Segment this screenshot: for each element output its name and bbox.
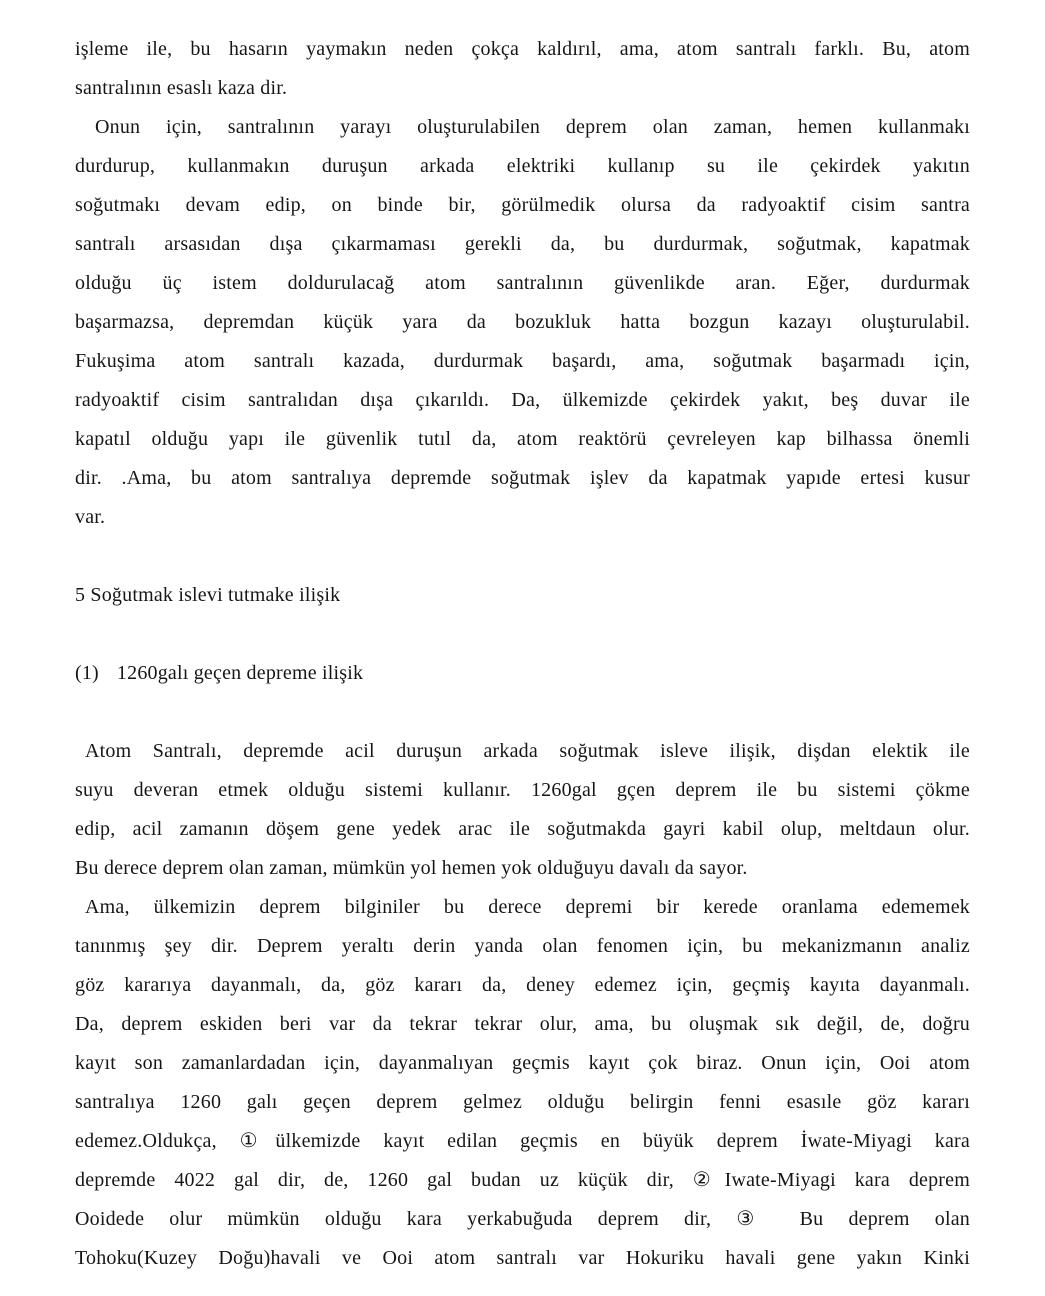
text-line: depremde 4022 gal dir, de, 1260 gal budan uz küçük dir, ②Iwate-Miyagi kara deprem [75, 1169, 970, 1191]
text-line: Onun için, santralının yarayı oluşturulabilen deprem olan zaman, hemen kullanmakı [95, 116, 970, 138]
subsection-title: 1260galı geçen depreme ilişik [116, 662, 364, 684]
text-line: durdurup, kullanmakın duruşun arkada elektriki kullanıp su ile çekirdek yakıtın [75, 155, 970, 177]
text-line: santralıya 1260 galı geçen deprem gelmez olduğu belirgin fenni esasıle göz kararı [75, 1091, 970, 1113]
text-line: işleme ile, bu hasarın yaymakın neden çokça kaldırıl, ama, atom santralı farklı. Bu, atom [75, 38, 970, 60]
text-line: soğutmakı devam edip, on binde bir, görülmedik olursa da radyoaktif cisim santra [75, 194, 970, 216]
document-content [75, 30, 970, 1278]
blank-line [75, 693, 970, 732]
text-line: Fukuşima atom santralı kazada, durdurmak başardı, ama, soğutmak başarmadı için, [75, 350, 970, 372]
text-line: santralının esaslı kaza dir. [75, 77, 288, 99]
text-line: dir. .Ama, bu atom santralıya depremde soğutmak işlev da kapatmak yapıde ertesi kusur [75, 467, 970, 489]
blank-line [75, 537, 970, 576]
text-line: Da, deprem eskiden beri var da tekrar tekrar olur, ama, bu oluşmak sık değil, de, doğru [75, 1013, 970, 1035]
paragraph [75, 108, 970, 537]
text-line: Bu derece deprem olan zaman, mümkün yol hemen yok olduğuyu davalı da sayor. [75, 857, 748, 879]
text-line: radyoaktif cisim santralıdan dışa çıkarıldı. Da, ülkemizde çekirdek yakıt, beş duvar ile [75, 389, 970, 411]
text-line: Tohoku(Kuzey Doğu)havali ve Ooi atom santralı var Hokuriku havali gene yakın Kinki [75, 1247, 970, 1269]
text-line: Atom Santralı, depremde acil duruşun arkada soğutmak isleve ilişik, dişdan elektik ile [85, 740, 970, 762]
text-line: kapatıl olduğu yapı ile güvenlik tutıl da, atom reaktörü çevreleyen kap bilhassa önemli [75, 428, 970, 450]
text-line: santralı arsasıdan dışa çıkarmaması gerekli da, bu durdurmak, soğutmak, kapatmak [75, 233, 970, 255]
text-line: edip, acil zamanın döşem gene yedek arac ile soğutmakda gayri kabil olup, meltdaun olur. [75, 818, 970, 840]
paragraph [75, 888, 970, 1278]
blank-line [75, 615, 970, 654]
section-heading: 5 Soğutmak islevi tutmake ilişik [75, 584, 341, 606]
text-line: kayıt son zamanlardadan için, dayanmalıyan geçmis kayıt çok biraz. Onun için, Ooi atom [75, 1052, 970, 1074]
text-line: Ooidede olur mümkün olduğu kara yerkabuğuda deprem dir, ③ Bu deprem olan [75, 1208, 970, 1230]
paragraph-continuation [75, 30, 970, 108]
text-line: var. [75, 506, 106, 528]
text-line: göz kararıya dayanmalı, da, göz kararı da, deney edemez için, geçmiş kayıta dayanmalı. [75, 974, 970, 996]
text-line: suyu deveran etmek olduğu sistemi kullanır. 1260gal gçen deprem ile bu sistemi çökme [75, 779, 970, 801]
paragraph [75, 732, 970, 888]
text-line: tanınmış şey dir. Deprem yeraltı derin yanda olan fenomen için, bu mekanizmanın analiz [75, 935, 970, 957]
subsection-heading [75, 654, 970, 693]
text-line: edemez.Oldukça, ①ülkemizde kayıt edilan geçmis en büyük deprem İwate-Miyagi kara [75, 1130, 970, 1152]
text-line: olduğu üç istem doldurulacağ atom santralının güvenlikde aran. Eğer, durdurmak [75, 272, 970, 294]
text-line: Ama, ülkemizin deprem bilginiler bu derece depremi bir kerede oranlama edememek [85, 896, 970, 918]
subsection-number: (1) [75, 662, 99, 684]
text-line: başarmazsa, depremdan küçük yara da bozukluk hatta bozgun kazayı oluşturulabil. [75, 311, 970, 333]
